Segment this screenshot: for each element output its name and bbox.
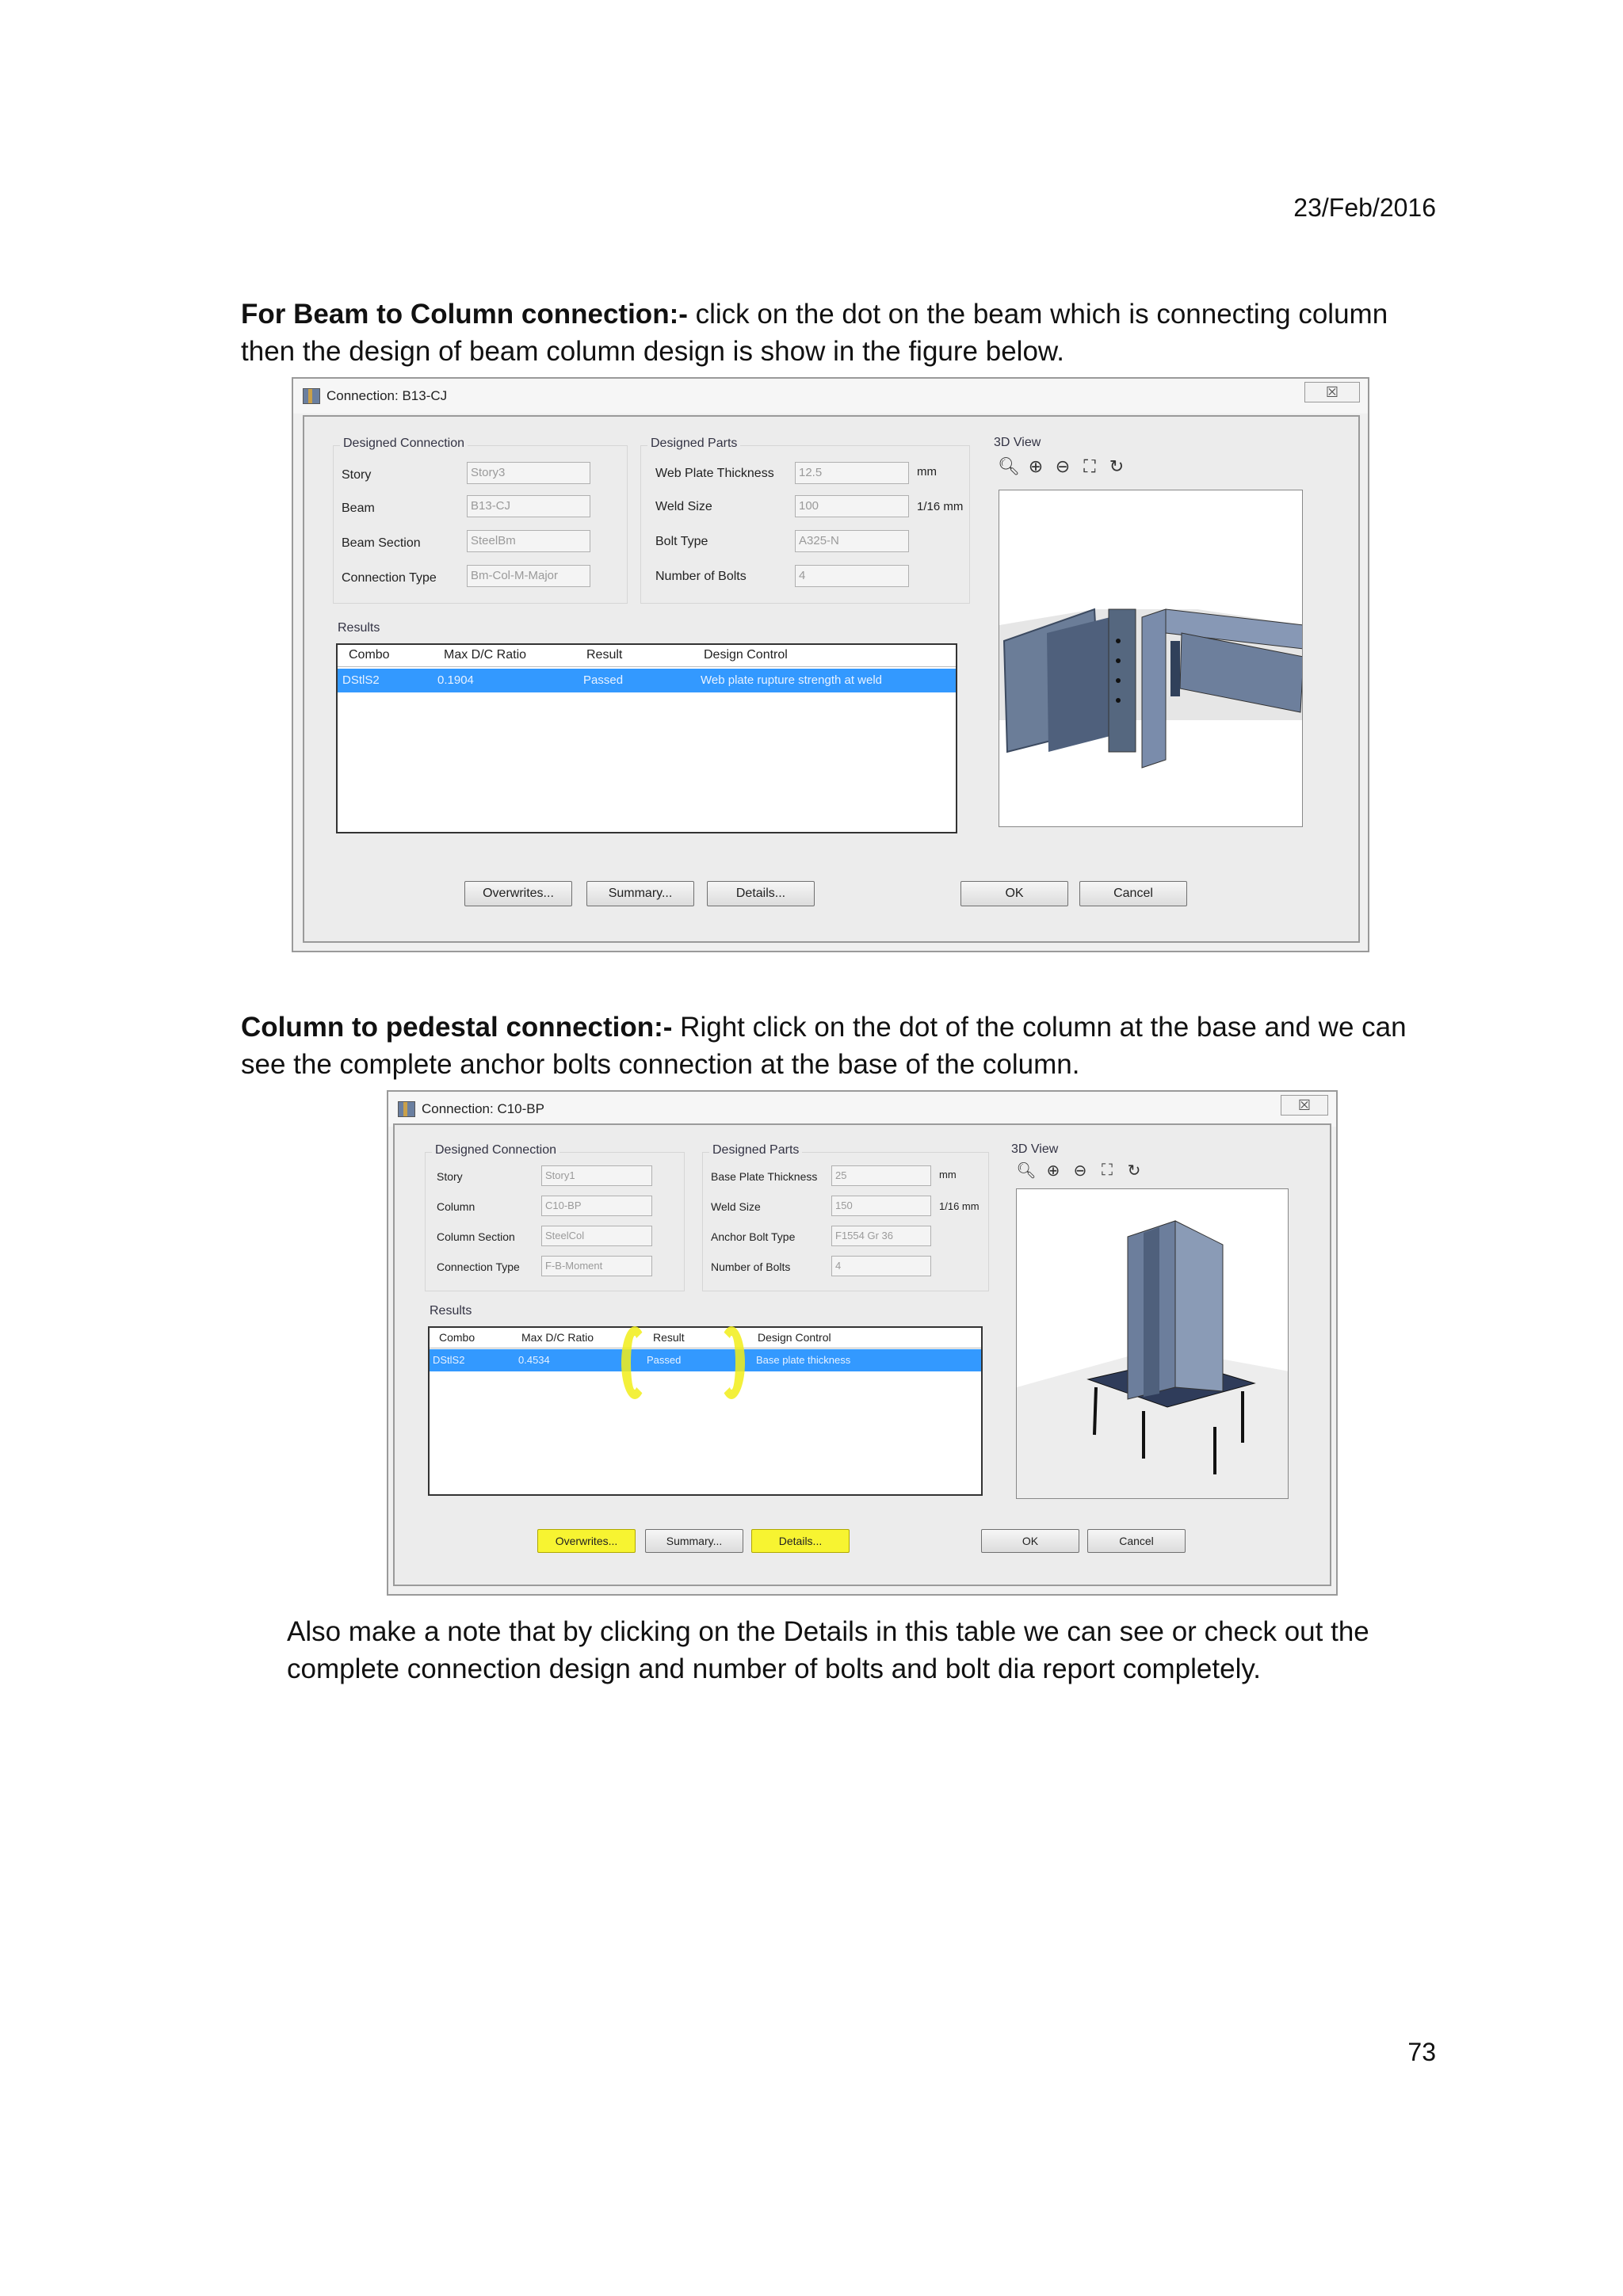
dialog-titlebar — [388, 1092, 1336, 1127]
story-label: Story — [437, 1170, 463, 1183]
close-icon[interactable]: ☒ — [1304, 382, 1360, 402]
col-max-dc: Max D/C Ratio — [444, 648, 527, 662]
rotate-icon[interactable]: ↻ — [1127, 1161, 1141, 1180]
web-plate-thickness-field[interactable]: 12.5 — [795, 462, 909, 484]
connection-type-label: Connection Type — [437, 1261, 520, 1273]
cancel-button[interactable]: Cancel — [1079, 881, 1187, 906]
designed-connection-title: Designed Connection — [432, 1143, 559, 1158]
highlight-mark-left — [621, 1326, 648, 1399]
view-title: 3D View — [991, 436, 1044, 450]
weld-size-label: Weld Size — [711, 1200, 761, 1213]
table-row[interactable] — [430, 1349, 981, 1371]
base-plate-thickness-field[interactable]: 25 — [831, 1165, 931, 1186]
designed-parts-title: Designed Parts — [709, 1143, 802, 1158]
col-design-control: Design Control — [758, 1331, 831, 1344]
column-section-field[interactable]: SteelCol — [541, 1226, 652, 1246]
beam-field[interactable]: B13-CJ — [467, 495, 590, 517]
weld-size-field[interactable]: 100 — [795, 495, 909, 517]
connection-type-field[interactable]: Bm-Col-M-Major — [467, 565, 590, 587]
col-result: Result — [586, 648, 623, 662]
details-note-paragraph: Also make a note that by clicking on the Details in this table we can see or check out the complete connection design and number of bolts and bolt dia report completely. — [287, 1616, 1369, 1684]
beam-column-paragraph — [241, 296, 1445, 370]
summary-button[interactable]: Summary... — [645, 1529, 743, 1553]
beam-label: Beam — [342, 502, 375, 515]
highlight-mark-right — [718, 1326, 745, 1399]
anchor-bolt-type-label: Anchor Bolt Type — [711, 1230, 796, 1243]
view-toolbar — [1016, 1160, 1144, 1180]
cell-combo: DStlS2 — [433, 1354, 465, 1366]
beam-section-label: Beam Section — [342, 536, 421, 550]
column-pedestal-heading: Column to pedestal connection:- — [241, 1012, 673, 1043]
zoom-out-icon[interactable]: ⊖ — [1055, 456, 1071, 476]
column-label: Column — [437, 1200, 475, 1213]
zoom-out-icon[interactable]: ⊖ — [1073, 1161, 1087, 1180]
cell-result: Passed — [647, 1354, 682, 1366]
number-of-bolts-field[interactable]: 4 — [831, 1256, 931, 1276]
header-date: 23/Feb/2016 — [1293, 193, 1436, 222]
cell-result: Passed — [583, 673, 624, 687]
designed-parts-group — [640, 437, 970, 604]
web-plate-unit: mm — [917, 465, 937, 479]
app-icon — [398, 1101, 415, 1117]
connection-type-label: Connection Type — [342, 571, 437, 585]
col-design-control: Design Control — [704, 648, 788, 662]
results-title: Results — [334, 621, 383, 635]
beam-section-field[interactable]: SteelBm — [467, 530, 590, 552]
story-field[interactable]: Story1 — [541, 1165, 652, 1186]
column-pedestal-text: Right click on the dot of the column at the base and we can see the complete anchor bolts connection at the base of the column. — [241, 1012, 1407, 1080]
column-field[interactable]: C10-BP — [541, 1196, 652, 1216]
cell-max-dc: 0.4534 — [518, 1354, 550, 1366]
details-button[interactable]: Details... — [707, 881, 815, 906]
rotate-icon[interactable]: ↻ — [1109, 456, 1125, 476]
zoom-in-icon[interactable]: ⊕ — [1046, 1161, 1060, 1180]
web-plate-thickness-label: Web Plate Thickness — [655, 467, 774, 480]
dialog-title: Connection: C10-BP — [422, 1101, 544, 1116]
column-base-model — [1017, 1189, 1289, 1499]
col-max-dc: Max D/C Ratio — [521, 1331, 594, 1344]
connection-dialog-b13 — [292, 377, 1369, 952]
cell-max-dc: 0.1904 — [437, 673, 474, 687]
results-group — [425, 1304, 995, 1515]
beam-column-model — [999, 490, 1303, 827]
col-combo: Combo — [349, 648, 390, 662]
dialog-titlebar — [293, 379, 1368, 414]
base-plate-thickness-label: Base Plate Thickness — [711, 1170, 818, 1183]
results-header — [338, 645, 956, 667]
designed-parts-group — [702, 1143, 989, 1291]
beam-column-heading: For Beam to Column connection:- — [241, 299, 688, 330]
column-section-label: Column Section — [437, 1230, 515, 1243]
col-result: Result — [653, 1331, 685, 1344]
designed-connection-title: Designed Connection — [340, 437, 468, 451]
story-field[interactable]: Story3 — [467, 462, 590, 484]
cell-combo: DStlS2 — [342, 673, 380, 687]
designed-connection-group — [425, 1143, 685, 1291]
story-label: Story — [342, 468, 372, 482]
zoom-icon[interactable]: 🔍︎ — [998, 456, 1020, 476]
weld-size-unit: 1/16 mm — [939, 1200, 980, 1212]
weld-size-label: Weld Size — [655, 500, 712, 513]
connection-dialog-c10 — [387, 1090, 1338, 1596]
zoom-icon[interactable]: 🔍︎ — [1016, 1161, 1037, 1180]
view-group — [1005, 1142, 1311, 1516]
summary-button[interactable]: Summary... — [586, 881, 694, 906]
cell-design-control: Web plate rupture strength at weld — [701, 673, 883, 687]
fit-view-icon[interactable]: ⛶ — [1102, 1161, 1113, 1179]
col-combo: Combo — [439, 1331, 475, 1344]
designed-parts-title: Designed Parts — [647, 437, 740, 451]
bolt-type-field[interactable]: A325-N — [795, 530, 909, 552]
close-icon[interactable]: ☒ — [1281, 1095, 1328, 1116]
base-plate-unit: mm — [939, 1169, 957, 1180]
fit-view-icon[interactable]: ⛶ — [1083, 456, 1096, 476]
cell-design-control: Base plate thickness — [756, 1354, 851, 1366]
connection-type-field[interactable]: F-B-Moment — [541, 1256, 652, 1276]
dialog-body — [393, 1123, 1331, 1586]
anchor-bolt-type-field[interactable]: F1554 Gr 36 — [831, 1226, 931, 1246]
3d-view-canvas[interactable] — [1016, 1188, 1289, 1499]
overwrites-button[interactable]: Overwrites... — [537, 1529, 636, 1553]
cancel-button[interactable]: Cancel — [1087, 1529, 1186, 1553]
dialog-body — [303, 415, 1360, 943]
app-icon — [303, 388, 320, 404]
designed-connection-group — [333, 437, 628, 604]
view-title: 3D View — [1008, 1142, 1061, 1157]
number-of-bolts-field[interactable]: 4 — [795, 565, 909, 587]
column-pedestal-paragraph — [241, 1009, 1445, 1083]
ok-button[interactable]: OK — [981, 1529, 1079, 1553]
results-table[interactable] — [336, 643, 957, 833]
results-group — [333, 621, 976, 845]
weld-size-field[interactable]: 150 — [831, 1196, 931, 1216]
ok-button[interactable]: OK — [960, 881, 1068, 906]
details-button[interactable]: Details... — [751, 1529, 850, 1553]
results-header — [430, 1328, 981, 1348]
view-group — [987, 436, 1322, 845]
3d-view-canvas[interactable] — [999, 490, 1303, 827]
table-row[interactable] — [338, 669, 956, 692]
bolt-type-label: Bolt Type — [655, 535, 708, 548]
results-table[interactable] — [428, 1326, 983, 1496]
zoom-in-icon[interactable]: ⊕ — [1028, 456, 1044, 476]
beam-column-text: click on the dot on the beam which is connecting column then the design of beam column design is show in the figure below. — [241, 299, 1388, 367]
number-of-bolts-label: Number of Bolts — [655, 570, 747, 583]
page-number: 73 — [1407, 2038, 1436, 2066]
dialog-title: Connection: B13-CJ — [327, 388, 448, 403]
weld-size-unit: 1/16 mm — [917, 500, 964, 513]
number-of-bolts-label: Number of Bolts — [711, 1261, 791, 1273]
results-title: Results — [426, 1304, 475, 1318]
view-toolbar — [999, 456, 1127, 477]
overwrites-button[interactable]: Overwrites... — [464, 881, 572, 906]
